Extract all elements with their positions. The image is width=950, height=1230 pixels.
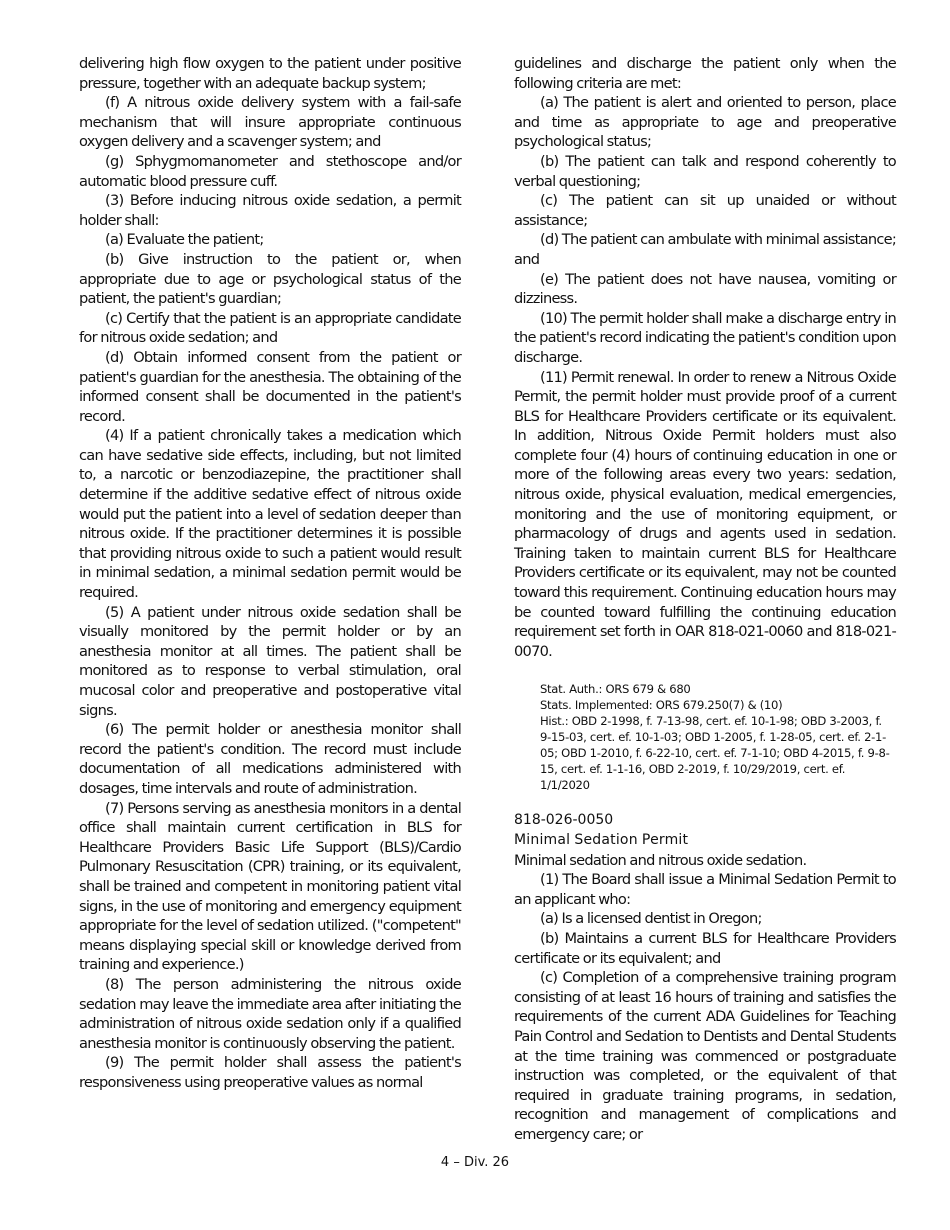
- paragraph: delivering high flow oxygen to the patient under positive pressure, together with an adequate backup system;: [79, 55, 461, 92]
- paragraph: (b) The patient can talk and respond coherently to verbal questioning;: [514, 152, 896, 190]
- paragraph: Minimal sedation and nitrous oxide sedation.: [514, 851, 807, 869]
- stat-auth: Stat. Auth.: ORS 679 & 680: [540, 682, 691, 697]
- paragraph: (8) The person administering the nitrous oxide sedation may leave the immediate area after initiating the administration of nitrous oxide sedation only if a qualified anesthesia monitor is continuously observing the patient.: [79, 975, 461, 1052]
- paragraph: (d) Obtain informed consent from the patient or patient's guardian for the anesthesia. The obtaining of the informed consent shall be documented in the patient's record.: [79, 348, 461, 425]
- paragraph: (11) Permit renewal. In order to renew a Nitrous Oxide Permit, the permit holder must provide proof of a current BLS for Healthcare Providers certificate or its equivalent. In addition, Nitrous Oxide Permit holders must also complete four (4) hours of continuing education in one or more of the following areas every two years: sedation, nitrous oxide, physical evaluation, medical emergencies, monitoring and the use of monitoring equipment, or pharmacology of drugs and agents used in sedation. Training taken to maintain current BLS for Healthcare Providers certificate or its equivalent, may not be counted toward this requirement. Continuing education hours may be counted toward fulfilling the continuing education requirement set forth in OAR 818-021-0060 and 818-021-0070.: [514, 368, 896, 660]
- paragraph: (g) Sphygmomanometer and stethoscope and/or automatic blood pressure cuff.: [79, 152, 461, 190]
- paragraph: (a) Evaluate the patient;: [105, 231, 264, 249]
- paragraph: (7) Persons serving as anesthesia monitors in a dental office shall maintain current certification in BLS for Healthcare Providers Basic Life Support (BLS)/Cardio Pulmonary Resuscitation (CPR) training, or its equivalent, shall be trained and competent in monitoring patient vital signs, in the use of monitoring and emergency equipment appropriate for the level of sedation utilized. ("competent" means displaying special skill or knowledge derived from training and experience.): [79, 799, 461, 974]
- stat-implemented: Stats. Implemented: ORS 679.250(7) & (10): [540, 698, 783, 713]
- left-column: [79, 54, 461, 1092]
- paragraph: (10) The permit holder shall make a discharge entry in the patient's record indicating the patient's condition upon discharge.: [514, 309, 896, 366]
- paragraph: guidelines and discharge the patient only when the following criteria are met:: [514, 55, 896, 92]
- paragraph: (4) If a patient chronically takes a medication which can have sedative side effects, including, but not limited to, a narcotic or benzodiazepine, the practitioner shall determine if the additive sedative effect of nitrous oxide would put the patient into a level of sedation deeper than nitrous oxide. If the practitioner determines it is possible that providing nitrous oxide to such a patient would result in minimal sedation, a minimal sedation permit would be required.: [79, 427, 461, 602]
- paragraph: (a) The patient is alert and oriented to person, place and time as appropriate to age and preoperative psychological status;: [514, 94, 896, 151]
- paragraph: (c) Certify that the patient is an appropriate candidate for nitrous oxide sedation; and: [79, 309, 461, 347]
- paragraph: (6) The permit holder or anesthesia monitor shall record the patient's condition. The record must include documentation of all medications administered with dosages, time intervals and route of administration.: [79, 721, 461, 797]
- paragraph: (f) A nitrous oxide delivery system with a fail-safe mechanism that will insure appropriate continuous oxygen delivery and a scavenger system; and: [79, 94, 461, 151]
- history: Hist.: OBD 2-1998, f. 7-13-98, cert. ef. 10-1-98; OBD 3-2003, f. 9-15-03, cert. ef. 10-1-03; OBD 1-2005, f. 1-28-05, cert. ef. 2-1-05; OBD 1-2010, f. 6-22-10, cert. ef. 7-1-10; OBD 4-2015, f. 9-8-15, cert. ef. 1-1-16, OBD 2-2019, f. 10/29/2019, cert. ef. 1/1/2020: [540, 714, 890, 793]
- paragraph: (d) The patient can ambulate with minimal assistance; and: [514, 231, 896, 268]
- paragraph: (c) Completion of a comprehensive training program consisting of at least 16 hours of training and satisfies the requirements of the current ADA Guidelines for Teaching Pain Control and Sedation to Dentists and Dental Students at the time training was commenced or postgraduate instruction was completed, or the equivalent of that required in graduate training programs, in sedation, recognition and management of complications and emergency care; or: [514, 969, 896, 1143]
- paragraph: (1) The Board shall issue a Minimal Sedation Permit to an applicant who:: [514, 871, 896, 908]
- statutory-authority-block: [540, 681, 896, 793]
- paragraph: (b) Give instruction to the patient or, when appropriate due to age or psychological status of the patient, the patient's guardian;: [79, 250, 461, 308]
- page-footer: 4 – Div. 26: [440, 1155, 510, 1170]
- paragraph: (5) A patient under nitrous oxide sedation shall be visually monitored by the permit holder or by an anesthesia monitor at all times. The patient shall be monitored as to response to verbal stimulation, oral mucosal color and preoperative and postoperative vital signs.: [79, 603, 461, 719]
- paragraph: (9) The permit holder shall assess the patient's responsiveness using preoperative values as normal: [79, 1054, 461, 1091]
- paragraph: (c) The patient can sit up unaided or without assistance;: [514, 192, 896, 229]
- rule-number: 818-026-0050: [514, 812, 614, 829]
- rule-title: Minimal Sedation Permit: [514, 832, 689, 848]
- paragraph: (b) Maintains a current BLS for Healthcare Providers certificate or its equivalent; and: [514, 929, 896, 967]
- paragraph: (a) Is a licensed dentist in Oregon;: [540, 910, 762, 928]
- paragraph: (3) Before inducing nitrous oxide sedation, a permit holder shall:: [79, 192, 461, 229]
- paragraph: (e) The patient does not have nausea, vomiting or dizziness.: [514, 270, 896, 308]
- right-column: [514, 54, 896, 1145]
